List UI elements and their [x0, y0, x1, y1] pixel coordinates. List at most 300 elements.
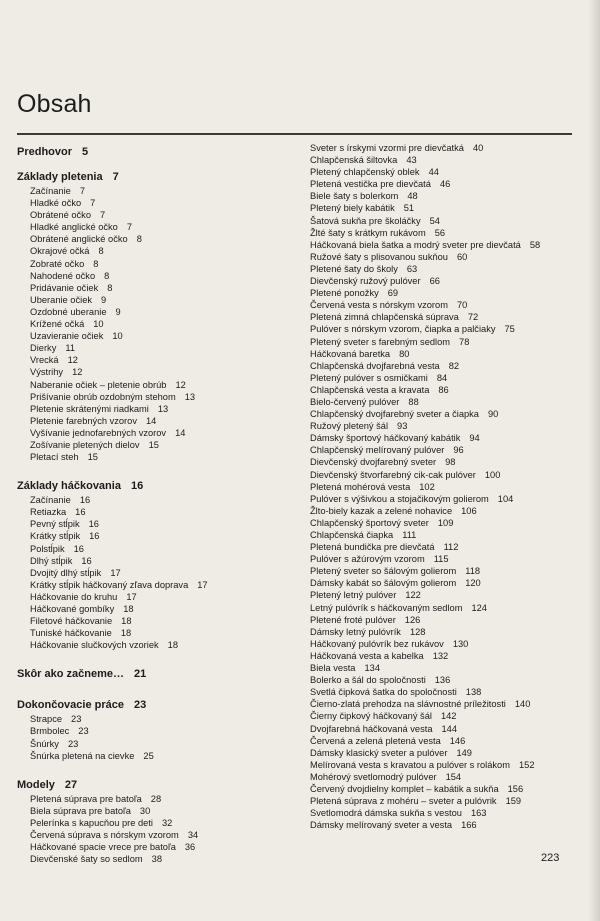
toc-entry [310, 577, 580, 589]
toc-entry-title: Háčkovaná baretka [310, 348, 391, 359]
toc-entry [17, 439, 302, 451]
toc-entry-title: Sveter s írskymi vzormi pre dievčatká [310, 143, 464, 153]
toc-entry-page: 54 [429, 215, 440, 226]
toc-entry-title: Dievčenský štvorfarebný cik-cak pulóver [310, 469, 476, 480]
toc-entry [17, 579, 302, 591]
toc-entry [310, 553, 580, 565]
toc-entry-title: Strapce [30, 714, 63, 725]
toc-entry-title: Základy háčkovania [17, 480, 121, 493]
toc-entry-page: 16 [75, 507, 86, 518]
toc-entry-title: Začínanie [30, 495, 71, 506]
toc-entry [17, 330, 302, 342]
toc-entry-page: 152 [518, 759, 535, 770]
toc-entry-page: 149 [456, 747, 472, 758]
toc-entry-title: Krížené očká [30, 319, 85, 330]
toc-entry [17, 209, 302, 221]
toc-entry [17, 506, 302, 518]
toc-entry-title: Biele šaty s bolerkom [310, 191, 399, 202]
toc-entry [17, 805, 302, 817]
toc-entry [310, 227, 580, 239]
toc-entry-title: Pletený sveter so šálovým golierom [310, 566, 457, 577]
toc-entry-page: 8 [93, 258, 99, 269]
toc-entry [310, 650, 580, 662]
toc-entry-title: Pletená vestička pre dievčatá [310, 179, 431, 190]
toc-entry [310, 311, 580, 323]
toc-entry [17, 197, 302, 209]
toc-entry-page: 12 [72, 367, 83, 378]
toc-entry [310, 287, 580, 299]
toc-entry-page: 40 [472, 143, 484, 153]
toc-entry [17, 342, 302, 354]
toc-entry-page: 43 [406, 155, 417, 166]
toc-entry-title: Krátky stĺpik háčkovaný zľava doprava [30, 579, 189, 590]
toc-entry [310, 456, 580, 468]
toc-entry [17, 306, 302, 318]
toc-entry-page: 51 [403, 203, 415, 214]
toc-entry-title: Naberanie očiek – pletenie obrúb [30, 379, 167, 390]
toc-entry [17, 639, 302, 651]
toc-entry-page: 5 [82, 146, 89, 158]
toc-entry-page: 69 [387, 288, 399, 299]
toc-entry-title: Začínanie [30, 186, 71, 196]
toc-entry-title: Háčkované gombíky [30, 604, 115, 614]
toc-entry-page: 144 [441, 723, 458, 734]
toc-entry [310, 154, 580, 166]
toc-entry-page: 16 [73, 543, 84, 554]
page-number: 223 [541, 852, 560, 864]
toc-entry-page: 7 [79, 186, 86, 196]
toc-entry-page: 48 [407, 191, 418, 202]
toc-entry-title: Žlté šaty s krátkym rukávom [310, 227, 426, 238]
toc-entry [17, 555, 302, 567]
toc-entry-title: Šatová sukňa pre školáčky [310, 215, 421, 226]
toc-entry [17, 415, 302, 427]
toc-entry-title: Pletený pulóver s osmičkami [310, 372, 428, 383]
toc-entry [17, 427, 302, 439]
toc-entry-title: Filetové háčkovanie [30, 616, 113, 627]
toc-entry-title: Dámsky kabát so šálovým golierom [310, 578, 457, 589]
toc-entry [310, 807, 580, 819]
toc-entry-title: Dvojfarebná háčkovaná vesta [310, 723, 433, 734]
toc-entry-title: Zošívanie pletených dielov [30, 439, 140, 450]
toc-entry-page: 27 [64, 778, 78, 791]
toc-entry [310, 589, 580, 601]
toc-entry-title: Tuniské háčkovanie [30, 628, 112, 639]
toc-entry-title: Ružový pletený šál [310, 421, 389, 432]
toc-entry-title: Letný pulóvrík s háčkovaným sedlom [310, 602, 463, 613]
toc-entry [310, 783, 580, 795]
toc-entry [17, 282, 302, 294]
toc-entry-page: 109 [437, 517, 454, 528]
toc-entry-title: Vyšívanie jednofarebných vzorov [30, 427, 167, 438]
toc-entry-title: Pletená bundička pre dievčatá [310, 542, 435, 553]
toc-entry-title: Biela súprava pre batoľa [30, 805, 131, 816]
toc-entry [310, 819, 580, 831]
toc-entry-title: Dámsky melírovaný sveter a vesta [310, 820, 453, 831]
toc-entry-title: Výstrihy [30, 367, 64, 378]
toc-entry-page: 25 [143, 750, 154, 761]
toc-entry [17, 591, 302, 603]
toc-entry [310, 723, 580, 735]
toc-entry-title: Pletená zimná chlapčenská súprava [310, 312, 459, 323]
toc-entry-title: Háčkovaná biela šatka a modrý sveter pre dievčatá [310, 239, 521, 250]
toc-entry-title: Pridávanie očiek [30, 282, 99, 293]
toc-entry-page: 90 [487, 409, 499, 420]
toc-entry-page: 14 [175, 427, 186, 438]
toc-entry-title: Dierky [30, 343, 57, 354]
toc-entry [310, 505, 580, 517]
toc-entry-title: Pletený biely kabátik [310, 203, 395, 214]
toc-entry-page: 86 [438, 384, 449, 395]
toc-entry-title: Pletené ponožky [310, 288, 379, 299]
toc-entry-page: 10 [93, 319, 104, 330]
toc-entry-page: 140 [514, 699, 531, 710]
toc-entry-page: 16 [88, 519, 99, 530]
toc-entry-page: 115 [433, 554, 449, 565]
toc-entry-page: 118 [465, 566, 481, 577]
toc-entry [17, 530, 302, 542]
toc-entry-title: Pulóver s ažúrovým vzorom [310, 554, 425, 565]
toc-entry [17, 853, 302, 865]
toc-entry [17, 793, 302, 805]
toc-entry-page: 88 [408, 396, 419, 407]
toc-entry-title: Obrátené anglické očko [30, 234, 128, 245]
page-title: Obsah [17, 90, 92, 118]
toc-entry [17, 543, 302, 555]
toc-entry-page: 15 [87, 452, 98, 463]
toc-entry [310, 469, 580, 481]
toc-entry-page: 7 [112, 171, 119, 183]
toc-entry [17, 379, 302, 391]
toc-entry-page: 56 [434, 227, 446, 238]
toc-entry-page: 102 [419, 481, 435, 492]
toc-entry [17, 603, 302, 615]
toc-entry-title: Mohérový svetlomodrý pulóver [310, 771, 437, 782]
toc-entry-title: Pulóver s výšivkou a stojačikovým golierom [310, 493, 489, 504]
toc-entry-title: Háčkované spacie vrece pre batoľa [30, 842, 176, 853]
toc-entry [17, 750, 302, 762]
toc-entry-title: Červený dvojdielny komplet – kabátik a sukňa [310, 783, 499, 794]
toc-entry-page: 63 [406, 263, 418, 274]
toc-entry-page: 60 [456, 251, 468, 262]
toc-entry-page: 8 [104, 270, 110, 281]
toc-entry-page: 159 [505, 796, 522, 807]
toc-entry-title: Háčkovaná vesta a kabelka [310, 650, 424, 661]
toc-entry [17, 391, 302, 403]
toc-entry-page: 166 [461, 820, 477, 831]
toc-entry [310, 142, 580, 154]
toc-entry [17, 233, 302, 245]
toc-entry-title: Hladké anglické očko [30, 222, 118, 233]
toc-entry [17, 270, 302, 282]
toc-entry-page: 154 [445, 771, 462, 782]
toc-entry [310, 698, 580, 710]
toc-entry [310, 529, 580, 541]
toc-entry [310, 251, 580, 263]
toc-entry-page: 14 [145, 415, 157, 426]
toc-entry [310, 178, 580, 190]
toc-entry [310, 360, 580, 372]
toc-entry [17, 567, 302, 579]
toc-entry-page: 7 [90, 198, 96, 209]
toc-entry-page: 138 [465, 687, 482, 698]
toc-entry-page: 75 [504, 324, 515, 335]
toc-entry [310, 372, 580, 384]
toc-entry [310, 602, 580, 614]
toc-entry-page: 142 [440, 711, 457, 722]
title-rule [17, 133, 572, 135]
toc-entry-title: Krátky stĺpik [30, 531, 81, 542]
toc-entry-title: Okrajové očká [30, 246, 90, 257]
toc-entry [310, 323, 580, 335]
toc-entry-title: Ozdobné uberanie [30, 306, 107, 317]
toc-entry-page: 163 [470, 808, 487, 819]
toc-entry-title: Bielo-červený pulóver [310, 396, 400, 407]
toc-entry-title: Pletená mohérová vesta [310, 481, 411, 492]
toc-entry-page: 46 [439, 179, 451, 190]
toc-section-heading [17, 170, 302, 185]
toc-entry [310, 215, 580, 227]
toc-entry-title: Čierno-zlatá prehodza na slávnostné príležitosti [310, 699, 506, 710]
toc-entry-title: Pletené šaty do školy [310, 263, 398, 274]
toc-entry [17, 817, 302, 829]
toc-entry [17, 294, 302, 306]
toc-entry-page: 134 [364, 663, 380, 674]
toc-entry [310, 638, 580, 650]
toc-entry [17, 354, 302, 366]
toc-entry-title: Šnúrka pletená na cievke [30, 750, 135, 761]
toc-entry-title: Dokončovacie práce [17, 699, 124, 712]
toc-entry-page: 8 [107, 282, 113, 293]
toc-entry-title: Pevný stĺpik [30, 519, 80, 530]
toc-entry-page: 18 [123, 604, 134, 614]
toc-entry-title: Chlapčenská dvojfarebná vesta [310, 360, 440, 371]
toc-entry [310, 408, 580, 420]
toc-entry-title: Pletenie farebných vzorov [30, 415, 137, 426]
toc-entry [310, 166, 580, 178]
toc-entry-page: 36 [184, 842, 196, 853]
toc-entry-title: Bolerko a šál do spoločnosti [310, 675, 426, 686]
toc-entry-page: 94 [469, 433, 480, 444]
toc-entry-title: Chlapčenská vesta a kravata [310, 384, 430, 395]
toc-entry-page: 23 [78, 726, 89, 737]
toc-entry [17, 738, 302, 750]
toc-entry [310, 735, 580, 747]
toc-entry-title: Pletený sveter s farebným sedlom [310, 336, 451, 347]
toc-entry-page: 23 [71, 714, 82, 725]
toc-entry-title: Chlapčenský dvojfarebný sveter a čiapka [310, 409, 479, 420]
toc-entry-page: 30 [139, 805, 151, 816]
toc-entry [310, 263, 580, 275]
toc-entry [17, 245, 302, 257]
toc-entry-page: 80 [399, 348, 410, 359]
toc-entry [310, 420, 580, 432]
toc-entry [17, 615, 302, 627]
toc-entry-page: 58 [529, 239, 541, 250]
toc-entry [310, 239, 580, 251]
toc-entry-title: Dievčenský dvojfarebný sveter [310, 457, 437, 468]
toc-entry-title: Dvojitý dlhý stĺpik [30, 567, 102, 578]
toc-entry-page: 7 [99, 210, 106, 221]
toc-entry [310, 336, 580, 348]
toc-entry-title: Pletací steh [30, 452, 79, 463]
toc-entry-page: 16 [79, 495, 91, 506]
toc-entry-title: Pletený letný pulóver [310, 590, 397, 601]
toc-entry-title: Dlhý stĺpik [30, 555, 73, 566]
toc-section-heading [17, 667, 302, 682]
toc-entry-page: 70 [456, 300, 468, 311]
toc-entry-page: 98 [445, 457, 456, 468]
toc-entry-title: Chlapčenský melírovaný pulóver [310, 445, 445, 456]
toc-entry [310, 299, 580, 311]
toc-entry [310, 710, 580, 722]
toc-section-heading [17, 145, 302, 160]
toc-entry-page: 120 [465, 578, 481, 589]
toc-entry [310, 348, 580, 360]
toc-entry-title: Melírovaná vesta s kravatou a pulóver s rolákom [310, 759, 510, 770]
toc-entry-page: 44 [428, 167, 439, 178]
toc-entry-page: 82 [448, 360, 460, 371]
toc-entry-title: Pletenie skrátenými riadkami [30, 403, 149, 414]
toc-entry-page: 8 [136, 234, 142, 245]
toc-entry-title: Brmbolec [30, 726, 70, 737]
toc-entry-page: 17 [110, 567, 121, 578]
toc-right-column [310, 142, 580, 831]
toc-entry [310, 517, 580, 529]
toc-entry-title: Dievčenské šaty so sedlom [30, 854, 143, 865]
toc-entry-page: 72 [467, 312, 479, 323]
toc-entry-title: Svetlomodrá dámska sukňa s vestou [310, 808, 462, 819]
toc-entry-page: 18 [121, 616, 132, 627]
toc-entry-page: 11 [65, 343, 75, 354]
toc-entry-page: 18 [120, 628, 132, 639]
toc-entry [310, 686, 580, 698]
toc-entry-page: 17 [197, 579, 208, 590]
toc-entry-title: Chlapčenský športový sveter [310, 517, 429, 528]
toc-section-heading [17, 479, 302, 494]
toc-entry [17, 725, 302, 737]
toc-entry-page: 7 [126, 222, 133, 233]
toc-entry [17, 221, 302, 233]
toc-entry-page: 8 [98, 246, 104, 257]
toc-entry-page: 9 [115, 306, 121, 317]
toc-entry-title: Uzavieranie očiek [30, 331, 104, 342]
toc-entry-title: Pletené froté pulóver [310, 614, 396, 625]
toc-section-heading [17, 778, 302, 793]
toc-entry-page: 23 [134, 699, 147, 712]
toc-entry-page: 136 [434, 675, 451, 686]
toc-entry-page: 15 [148, 439, 159, 450]
toc-entry-title: Pletená súprava z mohéru – sveter a pulóvrik [310, 796, 497, 807]
toc-entry-title: Svetlá čipková šatka do spoločnosti [310, 687, 457, 698]
toc-entry-title: Obrátené očko [30, 210, 91, 221]
toc-entry [310, 275, 580, 287]
toc-entry-title: Základy pletenia [17, 171, 103, 183]
toc-entry-title: Pelerínka s kapucňou pre deti [30, 817, 154, 828]
toc-entry-page: 66 [429, 276, 440, 287]
toc-entry [310, 202, 580, 214]
toc-entry [310, 444, 580, 456]
toc-entry-title: Červená a zelená pletená vesta [310, 735, 441, 746]
toc-entry-title: Zobraté očko [30, 258, 85, 269]
toc-entry [310, 481, 580, 493]
toc-entry-page: 106 [461, 505, 477, 516]
toc-entry [17, 318, 302, 330]
toc-entry [17, 829, 302, 841]
toc-entry-title: Polstĺpik [30, 543, 65, 554]
toc-entry-page: 16 [89, 531, 100, 542]
toc-entry-title: Retiazka [30, 507, 67, 518]
toc-entry-title: Čierny čipkový háčkovaný šál [310, 711, 432, 722]
toc-entry-page: 126 [404, 614, 421, 625]
page-edge-shadow [588, 0, 600, 921]
toc-entry-page: 124 [471, 602, 487, 613]
toc-entry-title: Pletený chlapčenský oblek [310, 167, 420, 178]
toc-entry-title: Chlapčenská šiltovka [310, 155, 398, 166]
toc-entry [17, 841, 302, 853]
toc-entry-title: Chlapčenská čiapka [310, 530, 394, 540]
toc-entry-page: 12 [67, 355, 78, 366]
toc-entry-page: 111 [402, 530, 417, 540]
toc-entry-page: 13 [184, 391, 196, 402]
toc-entry [310, 432, 580, 444]
toc-entry-title: Modely [17, 778, 55, 791]
toc-entry-page: 16 [130, 480, 144, 493]
toc-entry-title: Prišívanie obrúb ozdobným stehom [30, 391, 176, 402]
toc-entry [17, 366, 302, 378]
toc-entry-title: Dámsky športový háčkovaný kabátik [310, 433, 461, 444]
toc-entry-page: 23 [67, 738, 79, 749]
toc-entry-title: Predhovor [17, 146, 73, 158]
toc-entry [17, 627, 302, 639]
toc-left-column [17, 142, 302, 865]
toc-entry [310, 795, 580, 807]
toc-entry-page: 122 [405, 590, 421, 601]
toc-entry [17, 494, 302, 506]
toc-entry-page: 93 [397, 421, 408, 432]
toc-entry [310, 493, 580, 505]
toc-entry [17, 403, 302, 415]
toc-entry-title: Pulóver s nórskym vzorom, čiapka a palčiaky [310, 324, 496, 335]
toc-entry [310, 626, 580, 638]
toc-entry-title: Ružové šaty s plisovanou sukňou [310, 251, 448, 262]
toc-entry-title: Žlto-biely kazak a zelené nohavice [310, 505, 453, 516]
toc-entry-page: 17 [126, 591, 137, 602]
toc-entry-title: Červená vesta s nórskym vzorom [310, 300, 448, 311]
toc-entry [310, 614, 580, 626]
toc-entry-page: 34 [187, 830, 199, 841]
toc-entry-page: 28 [150, 793, 162, 804]
toc-entry [310, 190, 580, 202]
toc-entry-page: 146 [449, 735, 466, 746]
toc-entry-title: Hladké očko [30, 198, 82, 209]
toc-entry-page: 104 [497, 493, 514, 504]
toc-entry-page: 12 [175, 379, 186, 390]
toc-entry-page: 112 [443, 542, 459, 553]
toc-entry [310, 384, 580, 396]
toc-entry-page: 128 [409, 626, 426, 637]
toc-entry-title: Červená súprava s nórskym vzorom [30, 830, 179, 841]
toc-entry-title: Šnúrky [30, 738, 59, 749]
toc-entry-page: 21 [134, 668, 147, 681]
toc-entry-title: Háčkovanie slučkových vzoriek [30, 640, 159, 651]
toc-entry-page: 10 [112, 331, 123, 342]
toc-entry [310, 565, 580, 577]
toc-entry-page: 38 [151, 854, 162, 865]
toc-entry [17, 451, 302, 463]
toc-entry-title: Háčkovanie do kruhu [30, 591, 118, 602]
toc-entry-title: Háčkovaný pulóvrík bez rukávov [310, 638, 444, 649]
